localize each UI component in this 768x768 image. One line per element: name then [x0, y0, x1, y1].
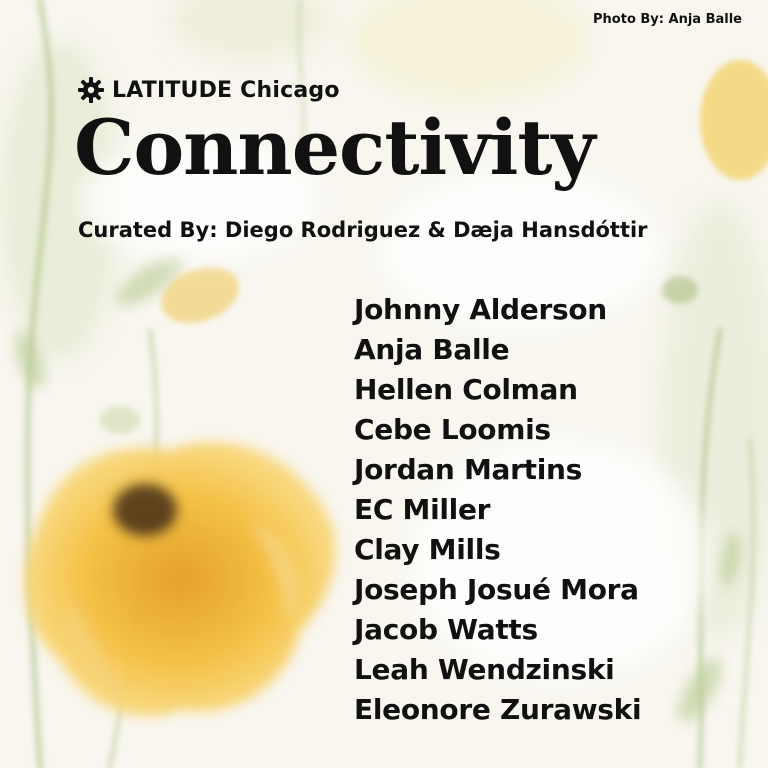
brand-lockup — [78, 77, 340, 103]
artist-name: Johnny Alderson — [354, 293, 607, 326]
curators-line: Curated By: Diego Rodriguez & Dæja Hansdóttir — [78, 218, 648, 242]
artist-name: Anja Balle — [354, 333, 510, 366]
gear-sun-icon — [78, 77, 104, 103]
brand-name: LATITUDE Chicago — [112, 77, 340, 103]
artist-name: Jordan Martins — [354, 453, 583, 486]
photo-credit: Photo By: Anja Balle — [593, 12, 742, 27]
artist-name: Cebe Loomis — [354, 413, 551, 446]
artist-name: Eleonore Zurawski — [354, 693, 642, 726]
artist-list — [354, 290, 641, 730]
artist-name: Leah Wendzinski — [354, 653, 615, 686]
artist-name: Clay Mills — [354, 533, 501, 566]
exhibition-title: Connectivity — [74, 103, 595, 192]
artist-name: Joseph Josué Mora — [354, 573, 639, 606]
artist-name: Hellen Colman — [354, 373, 578, 406]
artist-name: Jacob Watts — [354, 613, 538, 646]
artist-name: EC Miller — [354, 493, 491, 526]
